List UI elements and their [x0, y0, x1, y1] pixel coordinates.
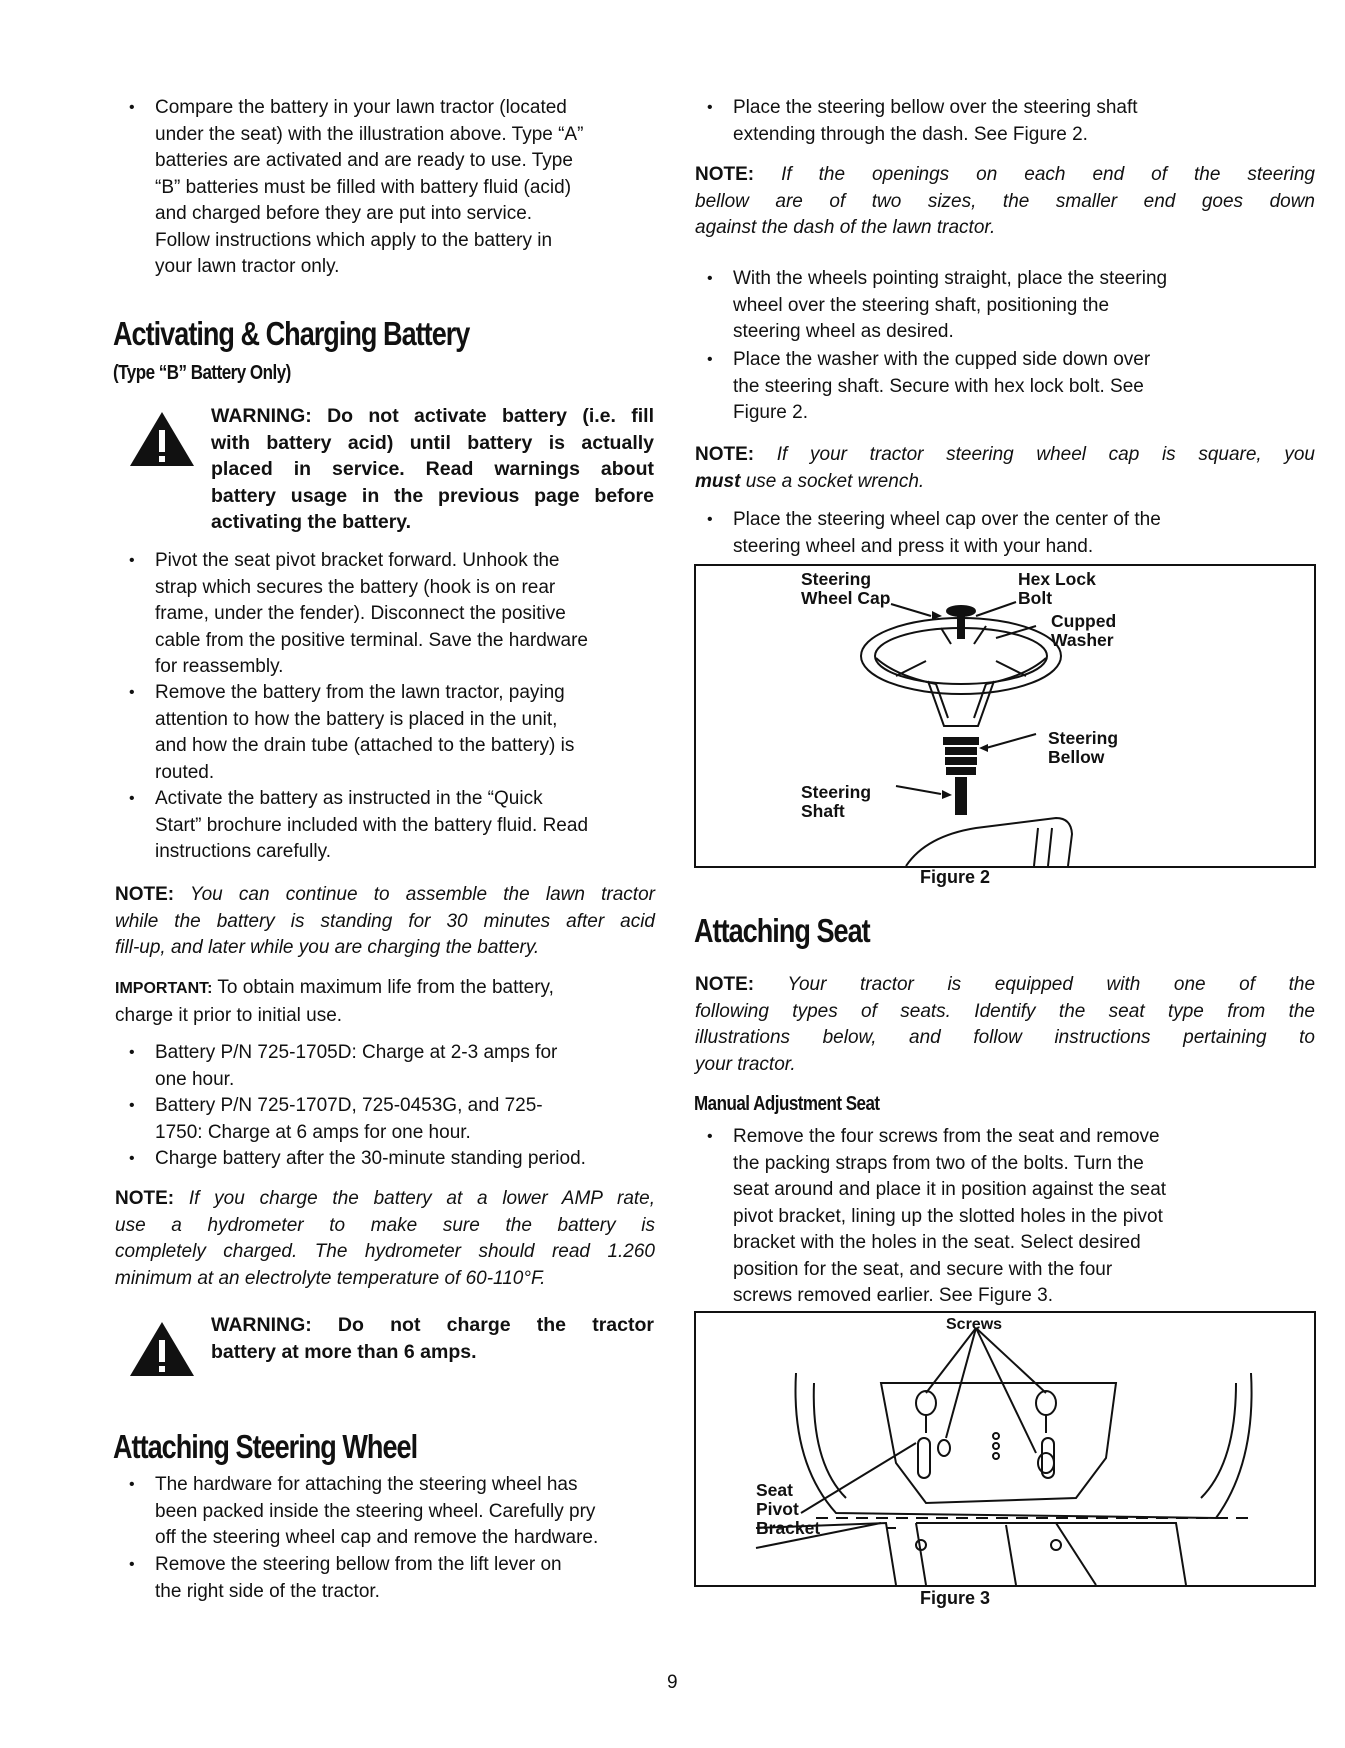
- label-steering-wheel-cap: [801, 570, 890, 608]
- seat-bullet: [707, 1124, 1323, 1310]
- text: Your tractor is equipped with one of the: [787, 974, 1316, 995]
- line: Place the steering wheel cap over the center of the: [733, 509, 1161, 530]
- line: [115, 1186, 655, 1213]
- line: [695, 469, 1315, 496]
- line: against the dash of the lawn tractor.: [695, 217, 996, 238]
- line: bellow are of two sizes, the smaller end goes down: [695, 190, 1315, 212]
- line: 1750: Charge at 6 amps for one hour.: [155, 1121, 471, 1143]
- steering-bullet-bellow: [129, 1552, 665, 1605]
- note-seat-types: [695, 972, 1315, 1078]
- line: bracket with the holes in the seat. Select desired: [733, 1232, 1141, 1253]
- line: Steering: [801, 782, 872, 802]
- label-cupped-washer: [1051, 612, 1116, 650]
- line: seat around and place it in position against the seat: [733, 1179, 1167, 1200]
- line: battery usage in the previous page before: [211, 484, 654, 507]
- note-label: NOTE:: [115, 1188, 175, 1209]
- line: [115, 975, 655, 1003]
- line: The hardware for attaching the steering wheel has: [155, 1474, 578, 1495]
- bullet-dot: •: [129, 99, 135, 116]
- label-steering-bellow: [1048, 729, 1118, 767]
- line: for reassembly.: [155, 656, 284, 677]
- line: Steering: [801, 569, 872, 589]
- steering-wheel-illustration: [696, 566, 1314, 866]
- line: fill-up, and later while you are charging the battery.: [115, 937, 540, 958]
- line: and charged before they are put into service.: [155, 203, 533, 224]
- line: WARNING: Do not activate battery (i.e. fill: [211, 405, 654, 427]
- line: under the seat) with the illustration above. Type “A”: [155, 123, 584, 145]
- line: and how the drain tube (attached to the battery) is: [155, 735, 575, 756]
- note-hydrometer: [115, 1186, 655, 1292]
- warning-triangle-icon: [128, 410, 196, 468]
- line: with battery acid) until battery is actually: [211, 431, 654, 454]
- line: Activate the battery as instructed in the “Quick: [155, 788, 543, 809]
- wheel-bullet-washer: [707, 347, 1323, 427]
- line: Place the washer with the cupped side down over: [733, 349, 1151, 370]
- line: Pivot the seat pivot bracket forward. Unhook the: [155, 550, 560, 571]
- line: been packed inside the steering wheel. Carefully pry: [155, 1500, 596, 1522]
- line: Follow instructions which apply to the battery in: [155, 229, 553, 251]
- label-screws: Screws: [946, 1316, 1003, 1333]
- line: Figure 2.: [733, 402, 808, 423]
- wheel-bullet-place: [707, 266, 1323, 346]
- text: If you charge the battery at a lower AMP rate,: [188, 1188, 656, 1209]
- note-label: NOTE:: [115, 884, 175, 905]
- figure-3-caption: Figure 3: [920, 1588, 991, 1608]
- label-hex-lock-bolt: [1018, 570, 1096, 608]
- line: Charge battery after the 30-minute standing period.: [155, 1148, 586, 1169]
- line: the steering shaft. Secure with hex lock bolt. See: [733, 375, 1144, 397]
- subheading-type-b: (Type “B” Battery Only): [113, 362, 291, 384]
- line: Wheel Cap: [801, 588, 891, 608]
- line: Battery P/N 725-1705D: Charge at 2-3 amps for: [155, 1042, 558, 1063]
- label-seat-pivot-bracket: [756, 1481, 820, 1538]
- bullet-dot: •: [707, 351, 713, 368]
- line: off the steering wheel cap and remove the hardware.: [155, 1527, 599, 1548]
- line: Bellow: [1048, 747, 1105, 767]
- warning-activate-battery: [211, 403, 654, 536]
- line: Battery P/N 725-1707D, 725-0453G, and 725-: [155, 1095, 543, 1116]
- cap-bullet: [707, 507, 1323, 560]
- bullet-dot: •: [707, 511, 713, 528]
- bullet-dot: •: [707, 99, 713, 116]
- note-socket-wrench: [695, 442, 1315, 495]
- line: position for the seat, and secure with the four: [733, 1258, 1113, 1280]
- figure-2-caption: Figure 2: [920, 867, 991, 887]
- bullet-dot: •: [129, 1476, 135, 1493]
- note-continue-assembly: [115, 882, 655, 962]
- page-number: 9: [667, 1672, 678, 1693]
- battery-bullet-remove: [129, 680, 665, 786]
- line: [115, 882, 655, 909]
- line: Compare the battery in your lawn tractor (located: [155, 97, 567, 118]
- bullet-dot: •: [129, 1097, 135, 1114]
- line: the right side of the tractor.: [155, 1580, 380, 1602]
- text: If the openings on each end of the steering: [781, 164, 1316, 185]
- line: placed in service. Read warnings about: [211, 458, 654, 480]
- line: wheel over the steering shaft, positioning the: [733, 294, 1110, 316]
- line: use a hydrometer to make sure the battery is: [115, 1214, 655, 1236]
- line: Place the steering bellow over the steering shaft: [733, 97, 1138, 118]
- line: completely charged. The hydrometer should read 1.260: [115, 1241, 655, 1262]
- line: Start” brochure included with the battery fluid. Read: [155, 814, 589, 836]
- line: Remove the four screws from the seat and remove: [733, 1126, 1160, 1147]
- important-label: IMPORTANT:: [115, 980, 213, 997]
- figure-3-seat-bracket: [694, 1311, 1316, 1587]
- line: pivot bracket, lining up the slotted holes in the pivot: [733, 1205, 1163, 1227]
- line: Bolt: [1018, 588, 1053, 608]
- text: use a socket wrench.: [745, 470, 925, 492]
- line: Remove the battery from the lawn tractor, paying: [155, 682, 565, 703]
- note-label: NOTE:: [695, 164, 755, 185]
- line: steering wheel and press it with your hand.: [733, 535, 1094, 557]
- line: [695, 972, 1315, 999]
- charge-bullet-standing: [129, 1146, 665, 1173]
- line: battery at more than 6 amps.: [211, 1340, 477, 1363]
- heading-attaching-seat: Attaching Seat: [694, 912, 870, 949]
- warning-charge-amps: [211, 1312, 654, 1365]
- label-steering-shaft: [801, 783, 871, 821]
- line: Hex Lock: [1018, 569, 1096, 589]
- bullet-dot: •: [129, 790, 135, 807]
- line: while the battery is standing for 30 minutes after acid: [115, 910, 655, 932]
- text: If your tractor steering wheel cap is square, you: [776, 444, 1316, 465]
- line: With the wheels pointing straight, place the steering: [733, 268, 1168, 289]
- line: Washer: [1051, 630, 1114, 650]
- line: batteries are activated and are ready to use. Type: [155, 150, 573, 171]
- steering-bullet-hardware: [129, 1472, 665, 1552]
- line: strap which secures the battery (hook is on rear: [155, 576, 556, 598]
- line: screws removed earlier. See Figure 3.: [733, 1285, 1053, 1306]
- line: extending through the dash. See Figure 2.: [733, 123, 1088, 145]
- line: routed.: [155, 761, 215, 783]
- figure-2-steering-assembly: [694, 564, 1316, 868]
- line: [695, 162, 1315, 189]
- line: Steering: [1048, 728, 1119, 748]
- battery-bullet-pivot: [129, 548, 665, 681]
- bullet-dot: •: [707, 1128, 713, 1145]
- line: Remove the steering bellow from the lift lever on: [155, 1554, 562, 1575]
- bullet-dot: •: [129, 1556, 135, 1573]
- emphasis: must: [695, 470, 741, 492]
- bullet-dot: •: [129, 1044, 135, 1061]
- charge-bullet-1705d: [129, 1040, 665, 1093]
- battery-bullet-activate: [129, 786, 665, 866]
- heading-activating-battery: Activating & Charging Battery: [113, 315, 470, 352]
- line: your tractor.: [695, 1053, 796, 1075]
- seat-bracket-illustration: [696, 1313, 1314, 1585]
- line: Shaft: [801, 801, 845, 821]
- heading-attaching-steering-wheel: Attaching Steering Wheel: [113, 1428, 418, 1465]
- line: charge it prior to initial use.: [115, 1004, 343, 1026]
- line: attention to how the battery is placed in the unit,: [155, 708, 558, 730]
- line: [695, 442, 1315, 469]
- bullet-dot: •: [129, 684, 135, 701]
- bullet-dot: •: [129, 1150, 135, 1167]
- bullet-dot: •: [129, 552, 135, 569]
- line: frame, under the fender). Disconnect the positive: [155, 603, 566, 624]
- important-note: [115, 975, 655, 1029]
- note-bellow-openings: [695, 162, 1315, 242]
- line: Cupped: [1051, 611, 1117, 631]
- text: To obtain maximum life from the battery,: [217, 977, 554, 998]
- line: Seat: [756, 1480, 793, 1500]
- note-label: NOTE:: [695, 974, 755, 995]
- charge-bullet-1707d: [129, 1093, 665, 1146]
- line: Bracket: [756, 1518, 821, 1538]
- line: the packing straps from two of the bolts. Turn the: [733, 1152, 1144, 1174]
- line: illustrations below, and follow instructions pertaining to: [695, 1027, 1315, 1048]
- line: cable from the positive terminal. Save the hardware: [155, 629, 588, 651]
- bellow-bullet: [707, 95, 1313, 148]
- line: one hour.: [155, 1068, 235, 1090]
- line: WARNING: Do not charge the tractor: [211, 1314, 654, 1336]
- line: instructions carefully.: [155, 841, 331, 862]
- line: steering wheel as desired.: [733, 321, 954, 342]
- text: You can continue to assemble the lawn tractor: [189, 884, 655, 905]
- subheading-manual-adjustment-seat: Manual Adjustment Seat: [694, 1093, 880, 1115]
- bullet-dot: •: [707, 270, 713, 287]
- line: “B” batteries must be filled with battery fluid (acid): [155, 176, 572, 198]
- warning-triangle-icon: [128, 1320, 196, 1378]
- line: your lawn tractor only.: [155, 256, 340, 277]
- line: Pivot: [756, 1499, 799, 1519]
- intro-bullet: [129, 95, 655, 281]
- note-label: NOTE:: [695, 444, 755, 465]
- line: minimum at an electrolyte temperature of 60-110°F.: [115, 1267, 546, 1289]
- line: following types of seats. Identify the seat type from the: [695, 1000, 1315, 1022]
- line: activating the battery.: [211, 511, 412, 533]
